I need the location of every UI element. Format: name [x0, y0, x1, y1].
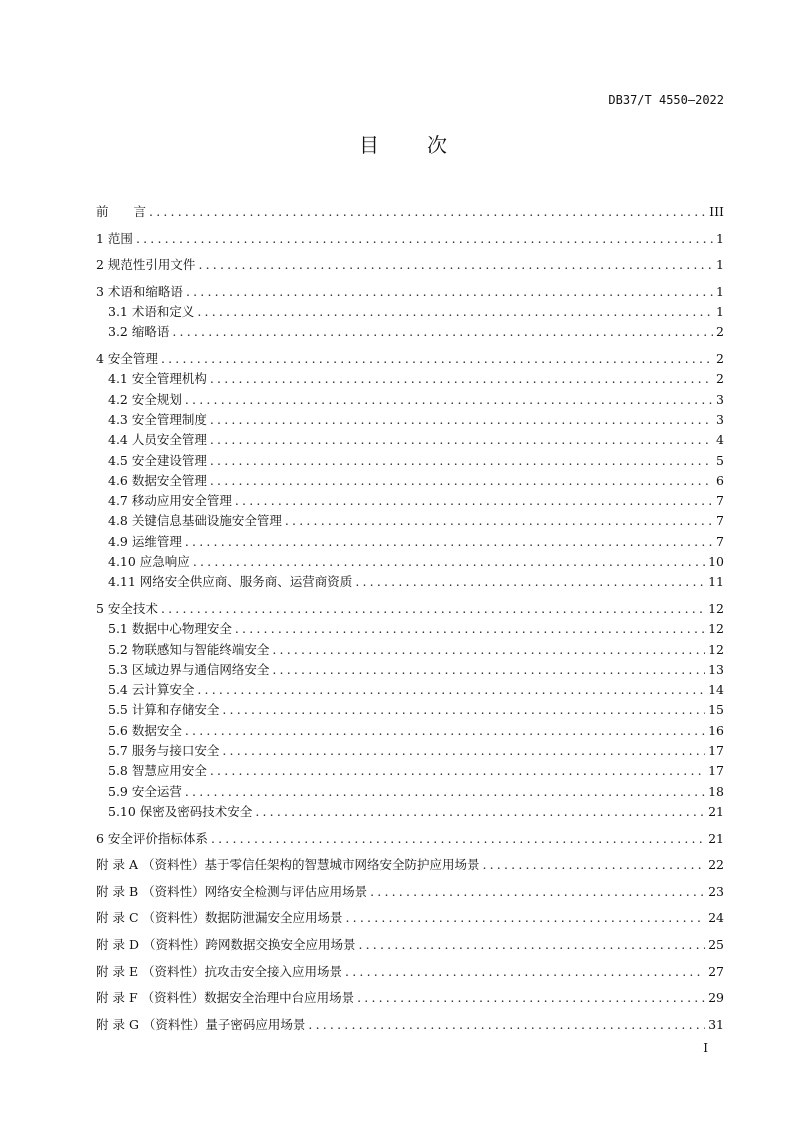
toc-entry-label: 4.1 安全管理机构	[108, 371, 207, 387]
toc-entry-page: 25	[708, 936, 724, 952]
toc-entry-page: 6	[716, 472, 724, 488]
toc-entry-page: 21	[708, 830, 724, 846]
toc-entry[interactable]	[108, 512, 724, 530]
dot-leader	[357, 989, 705, 1007]
toc-entry[interactable]	[108, 303, 724, 321]
toc-entry-label: 4.5 安全建设管理	[108, 452, 207, 468]
toc-entry-label: 3.1 术语和定义	[108, 304, 195, 320]
toc-entry-page: 3	[716, 411, 724, 427]
toc-entry-label: 5.4 云计算安全	[108, 682, 195, 698]
toc-entry-label: 2 规范性引用文件	[96, 257, 196, 273]
toc-entry-page: 17	[708, 743, 724, 758]
toc-entry-label: 3.2 缩略语	[108, 324, 170, 340]
toc-entry-label: 4.10 应急响应	[108, 554, 190, 569]
toc-entry[interactable]	[108, 803, 724, 821]
toc-entry[interactable]	[108, 701, 724, 719]
dot-leader	[136, 230, 713, 248]
toc-entry-label: 附 录 F （资料性）数据安全治理中台应用场景	[96, 990, 355, 1006]
dot-leader	[172, 323, 713, 341]
toc-entry-page: 12	[708, 621, 724, 637]
toc-entry[interactable]	[108, 783, 724, 801]
toc-entry[interactable]	[96, 883, 724, 901]
toc-entry[interactable]	[96, 600, 724, 618]
toc-entry[interactable]	[108, 323, 724, 341]
dot-leader	[185, 391, 713, 409]
toc-entry-page: 21	[708, 803, 724, 819]
toc-entry-page: 1	[716, 304, 724, 320]
page-number: I	[703, 1041, 708, 1055]
dot-leader	[222, 742, 705, 760]
toc-entry-page: 4	[716, 432, 724, 448]
toc-entry-label: 5.9 安全运营	[108, 783, 182, 799]
toc-entry-label: 附 录 B （资料性）网络安全检测与评估应用场景	[96, 883, 368, 899]
toc-entry-label: 5.7 服务与接口安全	[108, 743, 220, 758]
toc-entry[interactable]	[108, 391, 724, 409]
page-title: 目 次	[359, 133, 461, 157]
toc-entry[interactable]	[96, 856, 724, 874]
toc-entry[interactable]	[108, 620, 724, 638]
toc-entry-label: 附 录 A （资料性）基于零信任架构的智慧城市网络安全防护应用场景	[96, 857, 480, 873]
toc-entry-page: 7	[716, 533, 724, 549]
dot-leader	[272, 661, 705, 679]
dot-leader	[185, 783, 705, 801]
toc-entry[interactable]	[108, 533, 724, 551]
toc-entry[interactable]	[108, 641, 724, 659]
dot-leader	[210, 411, 713, 429]
toc-entry-label: 6 安全评价指标体系	[96, 830, 208, 846]
toc-entry[interactable]	[108, 762, 724, 780]
dot-leader	[193, 553, 705, 571]
toc-entry-page: 7	[716, 513, 724, 529]
toc-entry[interactable]	[108, 573, 724, 591]
toc-entry[interactable]	[96, 909, 724, 927]
dot-leader	[272, 641, 705, 659]
dot-leader	[358, 936, 705, 954]
toc-entry-page: 24	[708, 910, 724, 926]
toc-entry-page: 1	[716, 257, 724, 273]
toc-entry-label: 5.2 物联感知与智能终端安全	[108, 641, 270, 657]
toc-entry[interactable]	[96, 936, 724, 954]
toc-entry-label: 附 录 C （资料性）数据防泄漏安全应用场景	[96, 910, 343, 926]
toc-entry[interactable]	[108, 472, 724, 490]
toc-entry[interactable]	[96, 830, 724, 848]
dot-leader	[210, 452, 713, 470]
toc-entry-label: 5.3 区域边界与通信网络安全	[108, 661, 270, 677]
toc-entry[interactable]	[96, 350, 724, 368]
toc-entry-label: 4 安全管理	[96, 351, 158, 366]
dot-leader	[235, 620, 705, 638]
toc-entry-page: 17	[708, 763, 724, 779]
toc-entry-page: 16	[708, 722, 724, 738]
toc-entry-page: 11	[708, 574, 724, 590]
toc-entry-page: 14	[708, 682, 724, 698]
dot-leader	[210, 762, 705, 780]
toc-entry-label: 附 录 E （资料性）抗攻击安全接入应用场景	[96, 963, 343, 979]
toc-entry[interactable]	[96, 1016, 724, 1034]
toc-entry-page: 7	[716, 493, 724, 509]
toc-entry-label: 附 录 G （资料性）量子密码应用场景	[96, 1016, 306, 1032]
toc-entry-label: 4.2 安全规划	[108, 391, 182, 407]
toc-entry-page: 22	[708, 857, 724, 873]
toc-entry-page: 27	[708, 963, 724, 979]
toc-entry[interactable]	[108, 452, 724, 470]
toc-entry-page: III	[709, 204, 724, 219]
toc-entry[interactable]	[108, 370, 724, 388]
dot-leader	[161, 600, 705, 618]
dot-leader	[345, 963, 705, 981]
dot-leader	[370, 883, 705, 901]
toc-entry-label: 4.7 移动应用安全管理	[108, 493, 232, 509]
toc-entry-page: 23	[708, 883, 724, 899]
toc-entry-label: 4.8 关键信息基础设施安全管理	[108, 513, 282, 529]
toc-entry-page: 29	[708, 990, 724, 1006]
toc-entry[interactable]	[108, 661, 724, 679]
toc-entry-label: 4.4 人员安全管理	[108, 432, 207, 448]
toc-entry-label: 4.11 网络安全供应商、服务商、运营商资质	[108, 574, 353, 590]
toc-entry-page: 13	[708, 661, 724, 677]
toc-entry-page: 1	[716, 230, 724, 246]
toc-entry[interactable]	[96, 989, 724, 1007]
dot-leader	[185, 722, 705, 740]
toc-entry-page: 31	[708, 1016, 724, 1032]
dot-leader	[197, 303, 713, 321]
dot-leader	[308, 1016, 705, 1034]
toc-entry[interactable]	[96, 283, 724, 301]
dot-leader	[285, 512, 713, 530]
toc-entry-page: 15	[708, 702, 724, 718]
toc-entry-label: 5.10 保密及密码技术安全	[108, 803, 253, 819]
dot-leader	[211, 830, 705, 848]
dot-leader	[161, 350, 713, 368]
toc-entry-page: 18	[708, 783, 724, 799]
toc-entry-page: 1	[716, 283, 724, 299]
document-code: DB37/T 4550—2022	[608, 93, 724, 107]
toc-entry-label: 5.8 智慧应用安全	[108, 763, 207, 779]
toc-entry-label: 4.6 数据安全管理	[108, 472, 207, 488]
toc-entry-label: 前 言	[96, 204, 147, 219]
toc-entry[interactable]	[108, 722, 724, 740]
dot-leader	[210, 472, 713, 490]
toc-entry[interactable]	[108, 431, 724, 449]
dot-leader	[186, 283, 713, 301]
toc-entry[interactable]	[96, 230, 724, 248]
toc-entry[interactable]	[108, 492, 724, 510]
dot-leader	[210, 370, 713, 388]
toc-entry-label: 附 录 D （资料性）跨网数据交换安全应用场景	[96, 936, 356, 952]
toc-entry[interactable]	[96, 256, 724, 274]
toc-entry[interactable]	[108, 553, 724, 571]
dot-leader	[482, 856, 705, 874]
toc-entry-label: 3 术语和缩略语	[96, 283, 183, 299]
dot-leader	[346, 909, 706, 927]
dot-leader	[149, 203, 706, 221]
toc-entry-page: 5	[716, 452, 724, 468]
toc-entry-page: 12	[708, 641, 724, 657]
toc-entry-label: 4.9 运维管理	[108, 533, 182, 549]
dot-leader	[222, 701, 705, 719]
toc-entry-label: 4.3 安全管理制度	[108, 411, 207, 427]
toc-entry-page: 12	[708, 600, 724, 616]
dot-leader	[185, 533, 713, 551]
dot-leader	[210, 431, 713, 449]
toc-entry-label: 5.5 计算和存储安全	[108, 702, 220, 718]
toc-entry[interactable]	[108, 681, 724, 699]
toc-entry[interactable]	[96, 963, 724, 981]
toc-entry-page: 10	[708, 554, 724, 569]
toc-entry-page: 2	[716, 371, 724, 387]
toc-entry[interactable]	[108, 742, 724, 760]
toc-entry-page: 2	[716, 351, 724, 366]
toc-entry-label: 5 安全技术	[96, 600, 158, 616]
dot-leader	[197, 681, 705, 699]
dot-leader	[198, 256, 713, 274]
toc-entry-label: 5.1 数据中心物理安全	[108, 621, 232, 637]
dot-leader	[255, 803, 705, 821]
toc-entry-page: 3	[716, 391, 724, 407]
toc-entry[interactable]	[108, 411, 724, 429]
dot-leader	[235, 492, 713, 510]
toc-entry-page: 2	[716, 324, 724, 340]
toc-entry-label: 1 范围	[96, 230, 133, 246]
dot-leader	[355, 573, 705, 591]
toc-entry-label: 5.6 数据安全	[108, 722, 182, 738]
toc-entry[interactable]	[96, 203, 724, 221]
